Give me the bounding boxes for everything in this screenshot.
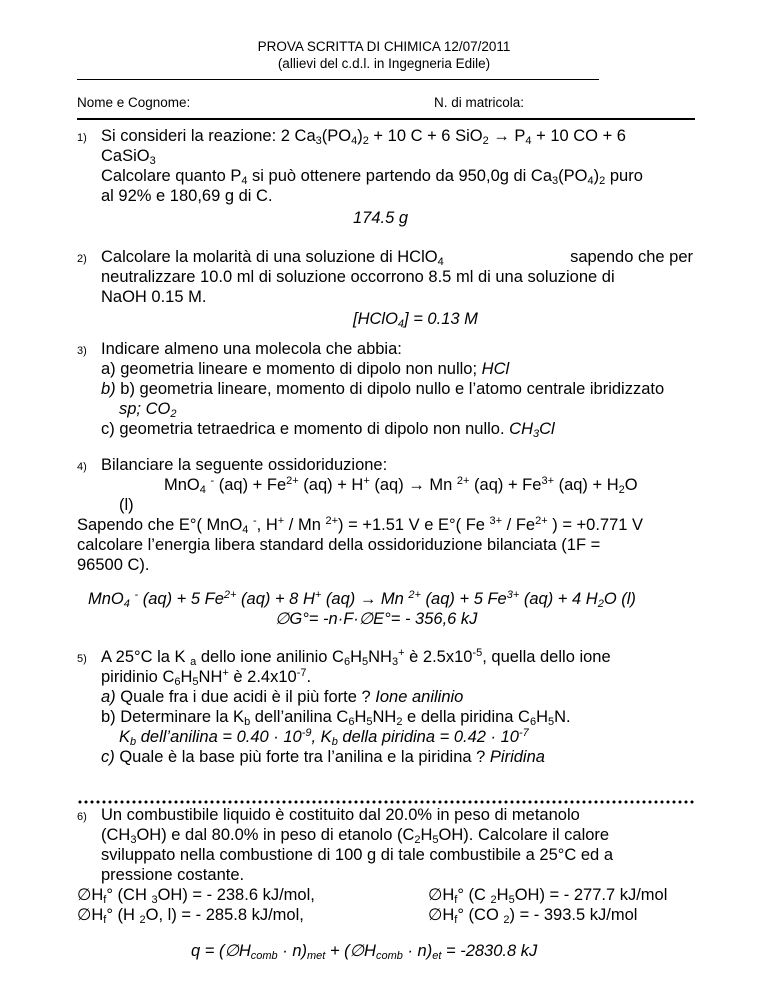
- q2-number: 2): [77, 253, 87, 265]
- q1-line3: Calcolare quanto $P_4$ si può ottenere partendo da 950,0g di $Ca_3(PO_4)_2$ puro: [101, 167, 643, 187]
- q5-b: b) Determinare la $K_b$ dell’anilina $C_6H_5NH_2$ e della piridina $C_6H_5N$.: [101, 708, 571, 728]
- q2-line2: neutralizzare 10.0 ml di soluzione occorrono 8.5 ml di una soluzione di: [101, 268, 615, 286]
- q4-intro: Bilanciare la seguente ossidoriduzione:: [101, 456, 388, 474]
- matricola-label: N. di matricola:: [434, 95, 525, 110]
- q3-intro: Indicare almeno una molecola che abbia:: [101, 340, 402, 358]
- page-subtitle: (allievi del c.d.l. in Ingegneria Edile): [277, 56, 491, 71]
- q5-number: 5): [77, 653, 87, 665]
- q4-reaction: MnO$_4$ - $(aq) + Fe^{2+}$ (aq) + H+ (aq) → Mn $^{2+}$ $(aq) + Fe^{3+}$ $(aq) + H_2O$: [164, 475, 638, 496]
- q1-number: 1): [77, 132, 87, 144]
- q6-line1: Un combustibile liquido è costituito dal 20.0% in peso di metanolo: [101, 806, 580, 824]
- q1-line1: Si consideri la reazione: 2 $Ca_3(PO_4)_2 + 10$ C + 6 $SiO_2 \to P_4 + 10$ CO + 6: [101, 127, 626, 147]
- q5-line1: A 25°C la K $_a$ dello ione anilinio $C_6H_5NH_3^+$ è $2.5x10^{-5}$, quella dello ione: [101, 647, 611, 668]
- q6-dh-ethanol: $\emptyset H_f^\circ$ (C $_2H_5OH$) = - 277.7 kJ/mol: [428, 886, 668, 906]
- q6-line4: pressione costante.: [101, 866, 245, 884]
- q6-answer: $q = (\emptyset H_{comb} \cdot n)_{met}$ + $(\emptyset H_{comb} \cdot n)_{et} = -2830.8$ kJ: [191, 942, 538, 962]
- q4-line4: Sapendo che E°( MnO$_4$ -, H+ / Mn $^{2+}$) = +1.51 V e E°( Fe $^{3+} / Fe^{2+}$ ) = +0.771 V: [77, 515, 644, 536]
- q4-answer-reaction: MnO$_4$ - (aq) + 5 $Fe^{2+}$ (aq) + 8 H+ (aq) → Mn $^{2+}$ (aq) + 5 $Fe^{3+}$ (aq) + 4 $H_2O$ (l): [88, 589, 636, 610]
- q4-line3: (l): [119, 496, 134, 514]
- page-title: PROVA SCRITTA DI CHIMICA 12/07/2011: [257, 39, 511, 54]
- separator-line: [77, 118, 695, 120]
- q2-line1: Calcolare la molarità di una soluzione di HClO$_4$ sapendo che per: [101, 248, 693, 268]
- q4-line6: 96500 C).: [77, 556, 150, 574]
- name-label: Nome e Cognome:: [77, 95, 191, 110]
- q3-b2: sp; $CO_2$: [119, 400, 177, 420]
- q6-line2: $(CH_3OH)$ e dal 80.0% in peso di etanolo $(C_2H_5OH)$. Calcolare il calore: [101, 826, 610, 846]
- q5-line2: piridinio $C_6H_5NH^+$ è $2.4x10^{-7}$.: [101, 667, 312, 688]
- q5-c: c) Quale è la base più forte tra l’anilina e la piridina ? Piridina: [101, 748, 545, 766]
- q5-a: a) Quale fra i due acidi è il più forte ? Ione anilinio: [101, 688, 464, 706]
- q4-line5: calcolare l’energia libera standard della ossidoriduzione bilanciata (1F =: [77, 536, 601, 554]
- q3-b: b) b) geometria lineare, momento di dipolo nullo e l’atomo centrale ibridizzato: [101, 380, 665, 398]
- header-rule: [77, 79, 599, 80]
- q2-line3: NaOH 0.15 M.: [101, 288, 207, 306]
- q6-number: 6): [77, 811, 87, 823]
- q3-c: c) geometria tetraedrica e momento di dipolo non nullo. $CH_3Cl$: [101, 420, 555, 440]
- q1-line4: al 92% e 180,69 g di C.: [101, 187, 273, 205]
- q4-answer-dg: ∅G°= -n·F·∅E°= - 356,6 kJ: [275, 610, 478, 628]
- q3-a: a) geometria lineare e momento di dipolo non nullo; HCl: [101, 360, 510, 378]
- q4-number: 4): [77, 461, 87, 473]
- q3-number: 3): [77, 345, 87, 357]
- q1-line2: CaSiO$_3$: [101, 147, 156, 167]
- q5-b-answer: $K_b$ dell’anilina = $0.40 \cdot 10^{-9}$, $K_b$ della piridina = $0.42 \cdot 10^{-7}$: [119, 727, 529, 748]
- dotted-separator: [77, 800, 695, 804]
- q6-dh-co2: $\emptyset H_f^\circ$ (CO $_2$) = - 393.5 kJ/mol: [428, 906, 638, 926]
- q1-answer: 174.5 g: [353, 209, 409, 227]
- q6-dh-methanol: $\emptyset H_f^\circ$ (CH $_3$OH) = - 238.6 kJ/mol,: [77, 886, 315, 906]
- q6-line3: sviluppato nella combustione di 100 g di tale combustibile a 25°C ed a: [101, 846, 613, 864]
- q2-answer: [HClO$_4$] = 0.13 M: [353, 310, 478, 330]
- q6-dh-water: $\emptyset H_f^\circ$ (H $_2$O, l) = - 285.8 kJ/mol,: [77, 906, 304, 926]
